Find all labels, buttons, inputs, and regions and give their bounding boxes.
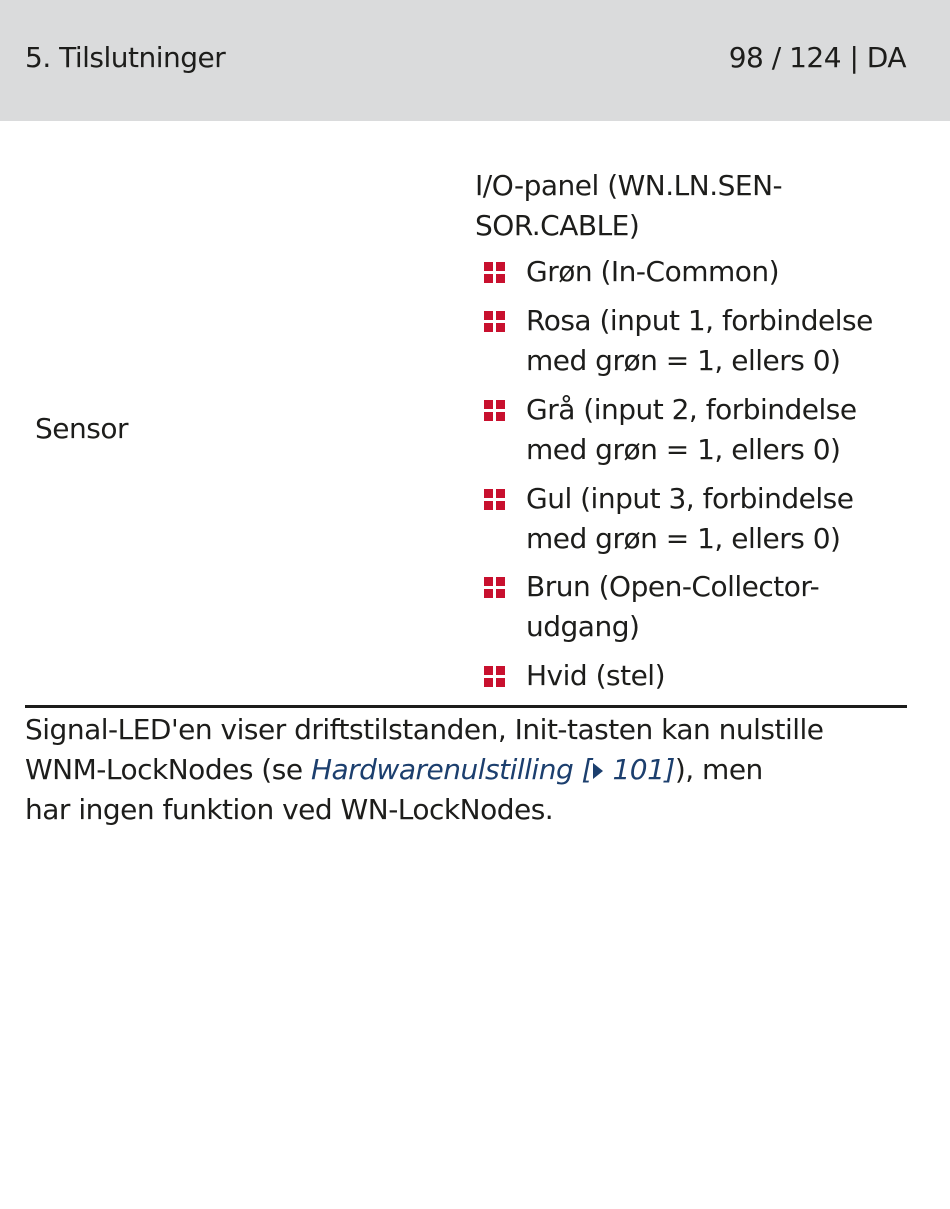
list-item-text: Grå (input 2, forbindelse med grøn = 1, ellers 0) bbox=[526, 393, 857, 466]
bullet-squares-icon bbox=[484, 400, 505, 421]
bullet-squares-icon bbox=[484, 577, 505, 598]
list-item-text: Hvid (stel) bbox=[526, 659, 665, 692]
bullet-squares-icon bbox=[484, 262, 505, 283]
list-item-text: Grøn (In-Common) bbox=[526, 255, 780, 288]
footnote-line3: har ingen funktion ved WN-LockNodes. bbox=[25, 793, 554, 826]
bullet-squares-icon bbox=[484, 666, 505, 687]
hardware-reset-link[interactable]: Hardwarenulstilling [ 101] bbox=[310, 753, 675, 786]
page-number: 98 / 124 | DA bbox=[728, 41, 906, 74]
bullet-squares-icon bbox=[484, 311, 505, 332]
list-item-text: Brun (Open-Collector- udgang) bbox=[526, 570, 820, 643]
arrow-right-icon bbox=[592, 761, 604, 781]
section-title: 5. Tilslutninger bbox=[25, 41, 226, 74]
table-bottom-rule bbox=[25, 705, 907, 708]
io-panel-title-line1: I/O-panel (WN.LN.SEN- bbox=[475, 169, 783, 202]
list-item-text: Rosa (input 1, forbindelse med grøn = 1, ellers 0) bbox=[526, 304, 873, 377]
page-header bbox=[0, 0, 950, 121]
io-panel-title-line2: SOR.CABLE) bbox=[475, 209, 640, 242]
list-item-text: Gul (input 3, forbindelse med grøn = 1, ellers 0) bbox=[526, 482, 854, 555]
table-row-label: Sensor bbox=[35, 412, 128, 445]
io-panel-title bbox=[475, 166, 905, 246]
footnote-line1: Signal-LED'en viser driftstilstanden, Init-tasten kan nulstille bbox=[25, 713, 824, 746]
footnote-paragraph bbox=[25, 710, 925, 830]
bullet-squares-icon bbox=[484, 489, 505, 510]
footnote-line2: WNM-LockNodes (se Hardwarenulstilling [ 101]), men bbox=[25, 753, 763, 786]
